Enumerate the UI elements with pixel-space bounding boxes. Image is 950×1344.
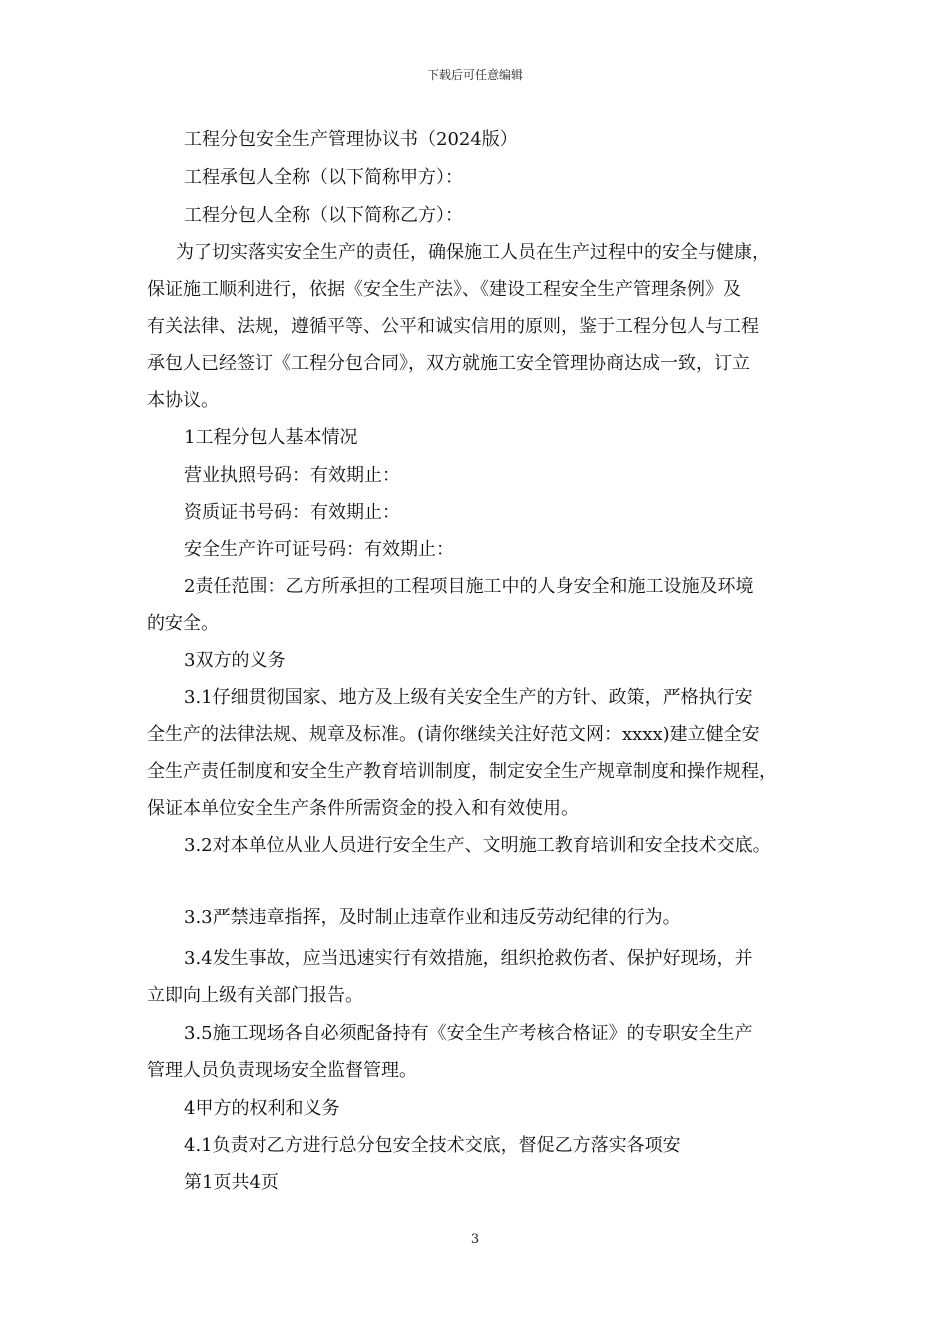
party-a-line: 工程承包人全称（以下简称甲方）：: [184, 167, 463, 188]
section-heading: 1工程分包人基本情况: [184, 427, 358, 448]
paragraph-line: 管理人员负责现场安全监督管理。: [147, 1060, 417, 1081]
page-number: 3: [470, 1232, 480, 1247]
paragraph-line: 有关法律、法规，遵循平等、公平和诚实信用的原则，鉴于工程分包人与工程: [147, 316, 759, 337]
section-heading: 4甲方的权利和义务: [184, 1098, 340, 1119]
paragraph-line: 承包人已经签订《工程分包合同》，双方就施工安全管理协商达成一致，订立: [147, 353, 750, 374]
paragraph-line: 立即向上级有关部门报告。: [147, 985, 363, 1006]
paragraph-line: 4.1负责对乙方进行总分包安全技术交底，督促乙方落实各项安: [184, 1135, 681, 1156]
page-header: 下载后可任意编辑: [426, 68, 523, 82]
paragraph-line: 保证本单位安全生产条件所需资金的投入和有效使用。: [147, 798, 579, 819]
document-title: 工程分包安全生产管理协议书（2024版）: [184, 129, 518, 150]
paragraph-line: 2责任范围：乙方所承担的工程项目施工中的人身安全和施工设施及环境: [184, 576, 754, 597]
paragraph-line: 3.4发生事故，应当迅速实行有效措施，组织抢救伤者、保护好现场，并: [184, 948, 753, 969]
paragraph-line: 的安全。: [147, 613, 219, 634]
field-line: 资质证书号码：有效期止：: [184, 502, 400, 523]
paragraph-line: 保证施工顺利进行，依据《安全生产法》、《建设工程安全生产管理条例》及: [147, 279, 741, 300]
paragraph-line: 全生产责任制度和安全生产教育培训制度，制定安全生产规章制度和操作规程，: [147, 761, 777, 782]
paragraph-line: 本协议。: [147, 390, 219, 411]
party-b-line: 工程分包人全称（以下简称乙方）：: [184, 205, 463, 226]
field-line: 安全生产许可证号码：有效期止：: [184, 539, 454, 560]
paragraph-line: 3.5施工现场各自必须配备持有《安全生产考核合格证》的专职安全生产: [184, 1023, 753, 1044]
paragraph-line: 3.2对本单位从业人员进行安全生产、文明施工教育培训和安全技术交底。: [184, 835, 771, 856]
paragraph-line: 全生产的法律法规、规章及标准。(请你继续关注好范文网：xxxx)建立健全安: [147, 724, 760, 745]
paragraph-line: 3.3严禁违章指挥，及时制止违章作业和违反劳动纪律的行为。: [184, 907, 681, 928]
paragraph-line: 为了切实落实安全生产的责任，确保施工人员在生产过程中的安全与健康，: [176, 242, 770, 263]
paragraph-line: 3.1仔细贯彻国家、地方及上级有关安全生产的方针、政策，严格执行安: [184, 687, 753, 708]
page-count-text: 第1页共4页: [184, 1172, 279, 1193]
field-line: 营业执照号码：有效期止：: [184, 465, 400, 486]
section-heading: 3双方的义务: [184, 650, 286, 671]
